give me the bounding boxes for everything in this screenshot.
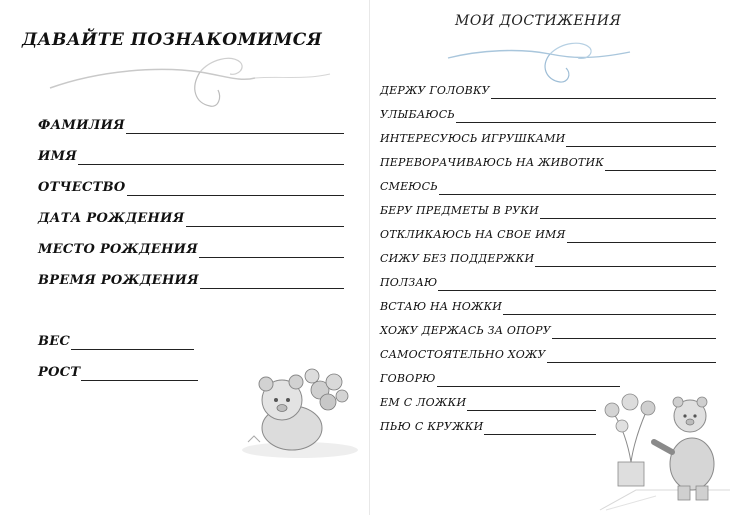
ribbon-left-decoration (40, 48, 340, 110)
milestone-input-line[interactable] (540, 206, 716, 219)
teddy-bear-with-flowers-illustration (240, 350, 360, 460)
milestone-row: БЕРУ ПРЕДМЕТЫ В РУКИ (380, 203, 716, 219)
teddy-bear-with-plant-illustration (596, 386, 732, 512)
milestone-row: ИНТЕРЕСУЮСЬ ИГРУШКАМИ (380, 131, 716, 147)
milestone-input-line[interactable] (456, 110, 716, 123)
first-name-input-line[interactable] (78, 152, 344, 165)
right-page-title: МОИ ДОСТИЖЕНИЯ (455, 13, 622, 29)
field-surname: ФАМИЛИЯ (38, 118, 344, 134)
ribbon-right-decoration (440, 36, 640, 86)
milestone-input-line[interactable] (535, 254, 716, 267)
milestone-row: ОТКЛИКАЮСЬ НА СВОЕ ИМЯ (380, 227, 716, 243)
surname-input-line[interactable] (126, 121, 344, 134)
field-birth-date: ДАТА РОЖДЕНИЯ (38, 211, 344, 227)
birth-date-input-line[interactable] (186, 214, 345, 227)
milestone-row: ПОЛЗАЮ (380, 275, 716, 291)
field-birth-time: ВРЕМЯ РОЖДЕНИЯ (38, 273, 344, 289)
page-fold (369, 0, 370, 515)
milestone-row: ХОЖУ ДЕРЖАСЬ ЗА ОПОРУ (380, 323, 716, 339)
milestone-row: ВСТАЮ НА НОЖКИ (380, 299, 716, 315)
milestone-input-line[interactable] (491, 86, 716, 99)
milestone-row: ПЬЮ С КРУЖКИ (380, 419, 596, 435)
height-input-line[interactable] (81, 368, 198, 381)
field-height: РОСТ (38, 365, 198, 381)
field-weight: ВЕС (38, 334, 194, 350)
milestone-input-line[interactable] (552, 326, 716, 339)
milestone-row: САМОСТОЯТЕЛЬНО ХОЖУ (380, 347, 716, 363)
birth-time-input-line[interactable] (200, 276, 344, 289)
milestone-input-line[interactable] (547, 350, 716, 363)
left-page-title: ДАВАЙТЕ ПОЗНАКОМИМСЯ (22, 30, 323, 50)
milestone-input-line[interactable] (566, 134, 716, 147)
milestone-input-line[interactable] (438, 278, 716, 291)
milestone-row: УЛЫБАЮСЬ (380, 107, 716, 123)
milestone-input-line[interactable] (605, 158, 716, 171)
field-first-name: ИМЯ (38, 149, 344, 165)
milestone-row: ГОВОРЮ (380, 371, 620, 387)
milestone-row: ДЕРЖУ ГОЛОВКУ (380, 83, 716, 99)
field-birth-place: МЕСТО РОЖДЕНИЯ (38, 242, 344, 258)
milestone-input-line[interactable] (503, 302, 716, 315)
milestone-row: СМЕЮСЬ (380, 179, 716, 195)
milestone-input-line[interactable] (484, 422, 596, 435)
milestone-row: ЕМ С ЛОЖКИ (380, 395, 596, 411)
birth-place-input-line[interactable] (199, 245, 344, 258)
milestone-row: ПЕРЕВОРАЧИВАЮСЬ НА ЖИВОТИК (380, 155, 716, 171)
milestone-input-line[interactable] (437, 374, 620, 387)
milestone-row: СИЖУ БЕЗ ПОДДЕРЖКИ (380, 251, 716, 267)
milestone-input-line[interactable] (439, 182, 716, 195)
milestone-input-line[interactable] (567, 230, 716, 243)
weight-input-line[interactable] (71, 337, 194, 350)
milestone-input-line[interactable] (467, 398, 596, 411)
field-patronymic: ОТЧЕСТВО (38, 180, 344, 196)
patronymic-input-line[interactable] (127, 183, 344, 196)
